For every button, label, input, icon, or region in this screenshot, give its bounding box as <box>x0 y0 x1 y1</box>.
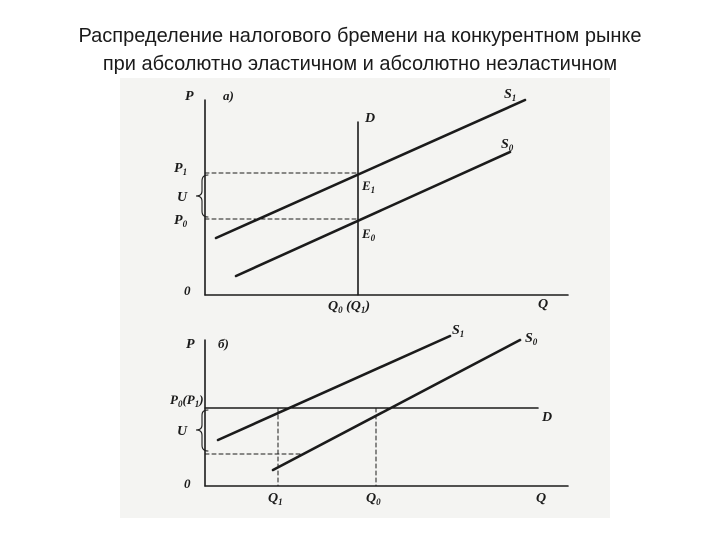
tax-burden-diagram <box>120 78 610 518</box>
panel-b-u-label: U <box>177 424 188 439</box>
panel-a-axis-x-label: Q <box>538 297 549 312</box>
panel-a-demand-label: D <box>365 111 376 126</box>
panel-b <box>170 323 568 507</box>
panel-b-axis-y-label: P <box>186 337 195 352</box>
slide-title <box>0 22 720 78</box>
panel-b-price-label: $P_0(P_1)$ <box>170 392 204 409</box>
panel-a-axis-y-label: P <box>185 89 194 104</box>
panel-b-axis-x-label: Q <box>536 491 547 506</box>
panel-a-e1-label: $E_1$ <box>362 178 376 195</box>
panel-a-origin-label: 0 <box>184 283 191 298</box>
panel-b-tax-brace <box>196 410 208 451</box>
title-line-2: при абсолютно эластичном и абсолютно неэластичном <box>102 53 618 75</box>
panel-a-s0-label: $S_0$ <box>501 137 514 153</box>
panel-b-q1-label: $Q_1$ <box>268 491 283 507</box>
panel-a <box>174 87 568 315</box>
panel-b-supply-s1-line <box>218 336 450 440</box>
panel-b-s1-label: $S_1$ <box>452 323 465 339</box>
panel-a-p0-label: $P_0$ <box>174 213 188 229</box>
panel-a-u-label: U <box>177 190 188 205</box>
panel-a-tax-brace <box>196 175 208 217</box>
economics-figure <box>120 78 610 518</box>
panel-b-tag: б) <box>218 336 229 351</box>
panel-a-supply-s0-line <box>236 152 510 276</box>
panel-a-p1-label: $P_1$ <box>174 161 188 177</box>
panel-b-q0-label: $Q_0$ <box>366 491 381 507</box>
panel-b-s0-label: $S_0$ <box>525 331 538 347</box>
panel-a-s1-label: $S_1$ <box>504 87 517 103</box>
panel-a-tag: a) <box>223 88 234 103</box>
title-line-1: Распределение налогового бремени на конкурентном рынке <box>78 25 642 47</box>
panel-a-quantity-label: $Q_0$ $(Q_1)$ <box>328 299 371 315</box>
panel-b-origin-label: 0 <box>184 476 191 491</box>
panel-b-demand-label: D <box>542 410 553 425</box>
panel-a-e0-label: $E_0$ <box>362 226 376 243</box>
